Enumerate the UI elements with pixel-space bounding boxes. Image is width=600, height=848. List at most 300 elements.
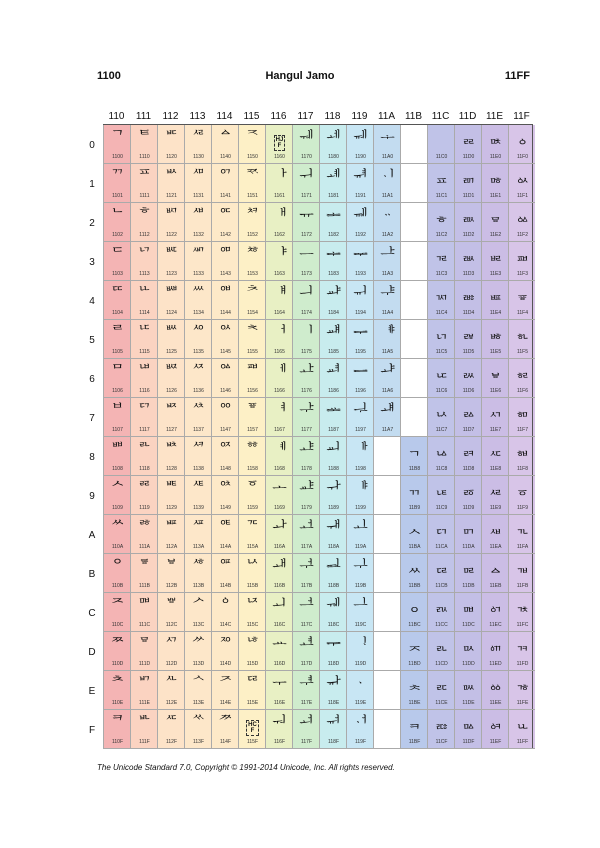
character-glyph: ᅉ bbox=[218, 479, 233, 497]
character-glyph: ᅌ bbox=[218, 596, 233, 614]
code-point-label: 115A bbox=[246, 544, 259, 550]
character-glyph: ᄮ bbox=[164, 674, 179, 692]
chart-cell bbox=[103, 437, 130, 476]
chart-cell bbox=[319, 710, 346, 749]
character-glyph: ᄧ bbox=[164, 401, 179, 419]
chart-cell bbox=[184, 554, 211, 593]
chart-cell bbox=[130, 359, 157, 398]
character-glyph: ᄽ bbox=[191, 635, 206, 653]
character-glyph: ᇚ bbox=[461, 518, 476, 536]
character-glyph: ᅄ bbox=[218, 284, 233, 302]
chart-cell bbox=[319, 632, 346, 671]
chart-cell bbox=[319, 671, 346, 710]
chart-cell bbox=[454, 203, 481, 242]
character-glyph: ᆡ bbox=[380, 167, 395, 185]
character-glyph: ᅕ bbox=[245, 323, 260, 341]
code-point-label: 1154 bbox=[247, 310, 258, 316]
character-glyph: ᅾ bbox=[299, 674, 314, 692]
code-point-label: 11E1 bbox=[489, 193, 502, 199]
chart-cell bbox=[184, 281, 211, 320]
code-point-label: 1185 bbox=[328, 349, 339, 355]
code-point-label: 11BB bbox=[408, 583, 421, 589]
code-point-label: 1118 bbox=[139, 466, 150, 472]
code-point-label: 11EE bbox=[489, 700, 502, 706]
chart-cell bbox=[238, 476, 265, 515]
code-point-label: 11C0 bbox=[435, 154, 448, 160]
chart-cell bbox=[157, 281, 184, 320]
character-glyph: ᇟ bbox=[461, 713, 476, 731]
character-glyph: ᅇ bbox=[218, 401, 233, 419]
chart-cell bbox=[508, 320, 535, 359]
code-point-label: 1167 bbox=[274, 427, 285, 433]
chart-cell bbox=[508, 437, 535, 476]
character-glyph: ᆈ bbox=[326, 440, 341, 458]
character-glyph: ᄩ bbox=[164, 479, 179, 497]
character-glyph: ᅯ bbox=[272, 713, 287, 731]
code-point-label: 1191 bbox=[355, 193, 366, 199]
code-point-label: 1133 bbox=[193, 271, 204, 277]
character-glyph: ᆃ bbox=[326, 245, 341, 263]
chart-cell bbox=[211, 281, 238, 320]
code-point-label: 11BD bbox=[408, 661, 421, 667]
character-glyph: ᄲ bbox=[191, 206, 206, 224]
code-point-label: 1195 bbox=[355, 349, 366, 355]
code-point-label: 11D4 bbox=[462, 310, 475, 316]
code-point-label: 11DF bbox=[462, 739, 475, 745]
code-point-label: 1162 bbox=[274, 232, 285, 238]
chart-cell bbox=[508, 359, 535, 398]
character-glyph: ᅀ bbox=[218, 128, 233, 146]
chart-cell bbox=[130, 710, 157, 749]
code-point-label: 1122 bbox=[166, 232, 177, 238]
character-glyph: ᆺ bbox=[407, 518, 422, 536]
character-glyph: ᄈ bbox=[110, 440, 125, 458]
chart-cell bbox=[292, 242, 319, 281]
chart-cell bbox=[481, 632, 508, 671]
code-point-label: 118C bbox=[327, 622, 340, 628]
chart-cell bbox=[481, 242, 508, 281]
chart-cell bbox=[319, 437, 346, 476]
character-glyph: ᄅ bbox=[110, 323, 125, 341]
chart-cell bbox=[211, 515, 238, 554]
chart-cell bbox=[130, 125, 157, 164]
code-point-label: 11D2 bbox=[462, 232, 475, 238]
code-point-label: 117D bbox=[300, 661, 313, 667]
character-glyph: ᆐ bbox=[353, 128, 368, 146]
character-glyph: ᇁ bbox=[434, 167, 449, 185]
character-glyph: ᄎ bbox=[110, 674, 125, 692]
character-glyph: ᅊ bbox=[218, 518, 233, 536]
chart-cell bbox=[508, 398, 535, 437]
chart-cell bbox=[454, 320, 481, 359]
chart-cell bbox=[184, 398, 211, 437]
character-glyph: ᄜ bbox=[137, 596, 152, 614]
character-glyph: ᄯ bbox=[164, 713, 179, 731]
code-point-label: 1101 bbox=[112, 193, 123, 199]
character-glyph: ᆿ bbox=[407, 713, 422, 731]
character-glyph: ᆅ bbox=[326, 323, 341, 341]
row-header: C bbox=[88, 608, 96, 619]
unassigned-cell bbox=[373, 632, 400, 671]
code-point-label: 1156 bbox=[247, 388, 258, 394]
code-point-label: 11F3 bbox=[516, 271, 529, 277]
character-glyph: ᅷ bbox=[299, 401, 314, 419]
chart-cell bbox=[373, 398, 400, 437]
code-point-label: 11CA bbox=[435, 544, 448, 550]
row-header: 9 bbox=[89, 491, 95, 502]
code-point-label: 1157 bbox=[247, 427, 258, 433]
character-glyph: ᅏ bbox=[218, 713, 233, 731]
character-glyph: ᇈ bbox=[434, 440, 449, 458]
code-point-label: 113C bbox=[192, 622, 205, 628]
chart-cell bbox=[454, 515, 481, 554]
chart-cell bbox=[211, 203, 238, 242]
character-glyph: ᄣ bbox=[164, 245, 179, 263]
character-glyph: ᇨ bbox=[488, 440, 503, 458]
chart-cell bbox=[292, 476, 319, 515]
character-glyph: ᇹ bbox=[515, 479, 530, 497]
code-point-label: 1160 bbox=[274, 154, 285, 160]
character-glyph: ᆕ bbox=[353, 323, 368, 341]
code-point-label: 1100 bbox=[112, 154, 123, 160]
character-glyph: ᇧ bbox=[488, 401, 503, 419]
chart-cell bbox=[427, 359, 454, 398]
chart-cell bbox=[508, 125, 535, 164]
code-point-label: 119C bbox=[354, 622, 367, 628]
unassigned-cell bbox=[400, 398, 427, 437]
character-glyph: ᅅ bbox=[218, 323, 233, 341]
character-glyph: ᅩ bbox=[272, 479, 287, 497]
code-point-label: 112D bbox=[165, 661, 178, 667]
code-point-label: 1193 bbox=[355, 271, 366, 277]
unassigned-cell bbox=[400, 320, 427, 359]
character-glyph: ᆢ bbox=[380, 206, 395, 224]
code-point-label: 110C bbox=[111, 622, 124, 628]
chart-cell bbox=[130, 554, 157, 593]
chart-cell bbox=[427, 554, 454, 593]
chart-cell bbox=[292, 710, 319, 749]
code-point-label: 119A bbox=[354, 544, 367, 550]
code-point-label: 118A bbox=[327, 544, 340, 550]
code-point-label: 1170 bbox=[301, 154, 312, 160]
code-point-label: 11E9 bbox=[489, 505, 502, 511]
chart-cell bbox=[454, 125, 481, 164]
character-glyph: ᇙ bbox=[461, 479, 476, 497]
chart-cell bbox=[319, 281, 346, 320]
character-glyph: ᆊ bbox=[326, 518, 341, 536]
code-point-label: 1115 bbox=[139, 349, 150, 355]
character-glyph: ᇑ bbox=[461, 167, 476, 185]
character-glyph: ᄊ bbox=[110, 518, 125, 536]
code-point-label: 1173 bbox=[301, 271, 312, 277]
chart-cell bbox=[481, 164, 508, 203]
code-point-label: 1127 bbox=[166, 427, 177, 433]
code-point-label: 1119 bbox=[139, 505, 150, 511]
chart-cell bbox=[103, 398, 130, 437]
character-glyph: ᇬ bbox=[488, 596, 503, 614]
chart-cell bbox=[427, 203, 454, 242]
chart-cell bbox=[400, 437, 427, 476]
code-point-label: 1116 bbox=[139, 388, 150, 394]
character-glyph: ᄌ bbox=[110, 596, 125, 614]
chart-cell bbox=[481, 281, 508, 320]
character-glyph: ᆉ bbox=[326, 479, 341, 497]
code-point-label: 11D7 bbox=[462, 427, 475, 433]
code-point-label: 11C3 bbox=[435, 271, 448, 277]
chart-cell bbox=[211, 710, 238, 749]
code-point-label: 1107 bbox=[112, 427, 123, 433]
code-point-label: 1108 bbox=[112, 466, 123, 472]
chart-cell bbox=[481, 710, 508, 749]
code-point-label: 1114 bbox=[139, 310, 150, 316]
character-glyph: ᇖ bbox=[461, 362, 476, 380]
chart-cell bbox=[346, 242, 373, 281]
chart-cell bbox=[184, 242, 211, 281]
character-glyph: ᅹ bbox=[299, 479, 314, 497]
chart-cell bbox=[508, 671, 535, 710]
chart-cell bbox=[157, 359, 184, 398]
character-glyph: ᆇ bbox=[326, 401, 341, 419]
character-glyph: ᇋ bbox=[434, 557, 449, 575]
code-point-label: 11FD bbox=[516, 661, 529, 667]
chart-cell bbox=[238, 554, 265, 593]
code-point-label: 110D bbox=[111, 661, 124, 667]
code-point-label: 118B bbox=[327, 583, 340, 589]
character-glyph: ᅮ bbox=[272, 674, 287, 692]
chart-cell bbox=[184, 359, 211, 398]
character-glyph: ᇤ bbox=[488, 284, 503, 302]
chart-cell bbox=[103, 203, 130, 242]
unassigned-cell bbox=[373, 476, 400, 515]
code-point-label: 117B bbox=[300, 583, 313, 589]
chart-cell bbox=[454, 242, 481, 281]
code-point-label: 11C7 bbox=[435, 427, 448, 433]
character-glyph: ᄐ bbox=[137, 128, 152, 146]
column-header: 116 bbox=[270, 111, 287, 122]
code-point-label: 11D0 bbox=[462, 154, 475, 160]
character-glyph: ᇏ bbox=[434, 713, 449, 731]
character-glyph bbox=[239, 717, 265, 737]
character-glyph: ᄭ bbox=[164, 635, 179, 653]
character-glyph: ᅐ bbox=[245, 128, 260, 146]
character-glyph: ᄁ bbox=[110, 167, 125, 185]
character-glyph: ᇢ bbox=[488, 206, 503, 224]
code-point-label: 112C bbox=[165, 622, 178, 628]
code-point-label: 11C5 bbox=[435, 349, 448, 355]
character-glyph: ᇩ bbox=[488, 479, 503, 497]
code-point-label: 1199 bbox=[355, 505, 366, 511]
chart-cell bbox=[265, 398, 292, 437]
character-glyph: ᄕ bbox=[137, 323, 152, 341]
code-point-label: 1172 bbox=[301, 232, 312, 238]
chart-cell bbox=[454, 671, 481, 710]
chart-cell bbox=[481, 671, 508, 710]
character-glyph: ᅱ bbox=[299, 167, 314, 185]
character-glyph: ᅳ bbox=[299, 245, 314, 263]
character-glyph: ᅲ bbox=[299, 206, 314, 224]
chart-cell bbox=[211, 320, 238, 359]
character-glyph: ᆟ bbox=[353, 713, 368, 731]
code-point-label: 11F5 bbox=[516, 349, 529, 355]
code-point-label: 11CD bbox=[435, 661, 448, 667]
character-glyph: ᇐ bbox=[461, 128, 476, 146]
chart-cell bbox=[319, 359, 346, 398]
character-glyph: ᇦ bbox=[488, 362, 503, 380]
code-point-label: 11F2 bbox=[516, 232, 529, 238]
chart-cell bbox=[346, 710, 373, 749]
code-point-label: 11CF bbox=[435, 739, 448, 745]
character-glyph: ᇪ bbox=[488, 518, 503, 536]
character-glyph: ᆑ bbox=[353, 167, 368, 185]
code-point-label: 1192 bbox=[355, 232, 366, 238]
chart-cell bbox=[238, 671, 265, 710]
code-point-label: 114F bbox=[219, 739, 232, 745]
unassigned-cell bbox=[373, 671, 400, 710]
character-glyph: ᆏ bbox=[326, 713, 341, 731]
character-glyph: ᆗ bbox=[353, 401, 368, 419]
character-glyph: ᇔ bbox=[461, 284, 476, 302]
code-point-label: 119E bbox=[354, 700, 367, 706]
code-point-label: 113E bbox=[192, 700, 205, 706]
character-glyph: ᄘ bbox=[137, 440, 152, 458]
character-glyph: ᄉ bbox=[110, 479, 125, 497]
chart-cell bbox=[103, 593, 130, 632]
row-header: B bbox=[88, 569, 96, 580]
chart-cell bbox=[346, 593, 373, 632]
code-point-label: 1152 bbox=[247, 232, 258, 238]
character-glyph: ᄺ bbox=[191, 518, 206, 536]
character-glyph: ᅫ bbox=[272, 557, 287, 575]
row-header: 7 bbox=[89, 413, 95, 424]
character-glyph: ᄄ bbox=[110, 284, 125, 302]
row-header: 8 bbox=[89, 452, 95, 463]
chart-cell bbox=[103, 125, 130, 164]
chart-cell bbox=[211, 632, 238, 671]
chart-cell bbox=[427, 320, 454, 359]
chart-cell bbox=[346, 164, 373, 203]
chart-cell bbox=[319, 398, 346, 437]
column-header: 11C bbox=[431, 111, 450, 122]
chart-cell bbox=[454, 281, 481, 320]
code-point-label: 115B bbox=[246, 583, 259, 589]
chart-cell bbox=[157, 164, 184, 203]
character-glyph: ᆻ bbox=[407, 557, 422, 575]
chart-cell bbox=[103, 671, 130, 710]
code-point-label: 110A bbox=[111, 544, 124, 550]
chart-cell bbox=[103, 554, 130, 593]
character-glyph: ᇥ bbox=[488, 323, 503, 341]
code-point-label: 11FB bbox=[516, 583, 529, 589]
character-glyph: ᅴ bbox=[299, 284, 314, 302]
chart-cell bbox=[481, 437, 508, 476]
code-point-label: 110E bbox=[111, 700, 124, 706]
character-glyph: ᅃ bbox=[218, 245, 233, 263]
character-glyph: ᇇ bbox=[434, 401, 449, 419]
character-glyph: ᄥ bbox=[164, 323, 179, 341]
chart-cell bbox=[346, 437, 373, 476]
code-point-label: 11C4 bbox=[435, 310, 448, 316]
chart-cell bbox=[103, 632, 130, 671]
code-point-label: 1146 bbox=[220, 388, 231, 394]
row-header: F bbox=[88, 725, 96, 736]
chart-cell bbox=[400, 554, 427, 593]
code-point-label: 1197 bbox=[355, 427, 366, 433]
chart-cell bbox=[319, 515, 346, 554]
chart-cell bbox=[508, 242, 535, 281]
code-point-label: 11ED bbox=[489, 661, 502, 667]
character-glyph: ᇰ bbox=[515, 128, 530, 146]
chart-cell bbox=[481, 398, 508, 437]
code-point-label: 1117 bbox=[139, 427, 150, 433]
character-glyph: ᅞ bbox=[245, 674, 260, 692]
character-glyph: ᄫ bbox=[164, 557, 179, 575]
code-point-label: 1166 bbox=[274, 388, 285, 394]
character-glyph: ᅰ bbox=[299, 128, 314, 146]
code-point-label: 11A5 bbox=[381, 349, 394, 355]
character-glyph: ᇕ bbox=[461, 323, 476, 341]
code-point-label: 1196 bbox=[355, 388, 366, 394]
chart-cell bbox=[184, 476, 211, 515]
code-point-label: 11EF bbox=[489, 739, 502, 745]
chart-cell bbox=[454, 554, 481, 593]
code-point-label: 1111 bbox=[139, 193, 150, 199]
chart-cell bbox=[292, 437, 319, 476]
code-point-label: 115E bbox=[246, 700, 259, 706]
chart-cell bbox=[157, 320, 184, 359]
chart-cell bbox=[454, 164, 481, 203]
character-glyph: ᆘ bbox=[353, 440, 368, 458]
code-point-label: 11A1 bbox=[381, 193, 394, 199]
chart-cell bbox=[319, 593, 346, 632]
character-glyph: ᆨ bbox=[407, 440, 422, 458]
chart-cell bbox=[157, 593, 184, 632]
chart-cell bbox=[238, 437, 265, 476]
row-header: E bbox=[88, 686, 96, 697]
chart-cell bbox=[292, 671, 319, 710]
character-glyph: ᄗ bbox=[137, 401, 152, 419]
copyright-footer: The Unicode Standard 7.0, Copyright © 1991-2014 Unicode, Inc. All rights reserved. bbox=[97, 763, 395, 772]
code-point-label: 11E4 bbox=[489, 310, 502, 316]
code-point-label: 11C2 bbox=[435, 232, 448, 238]
code-point-label: 1155 bbox=[247, 349, 258, 355]
chart-cell bbox=[481, 125, 508, 164]
character-glyph: ᄞ bbox=[137, 674, 152, 692]
chart-cell bbox=[373, 320, 400, 359]
chart-cell bbox=[427, 593, 454, 632]
character-glyph: ᆔ bbox=[353, 284, 368, 302]
character-glyph: ᆼ bbox=[407, 596, 422, 614]
character-glyph: ᆞ bbox=[353, 674, 368, 692]
code-point-label: 114E bbox=[219, 700, 232, 706]
code-point-label: 11BA bbox=[408, 544, 421, 550]
code-point-label: 116A bbox=[273, 544, 286, 550]
character-glyph: ᆁ bbox=[326, 167, 341, 185]
character-glyph: ᄟ bbox=[137, 713, 152, 731]
chart-cell bbox=[157, 671, 184, 710]
code-point-label: 1142 bbox=[220, 232, 231, 238]
character-glyph: ᆀ bbox=[326, 128, 341, 146]
character-glyph: ᄳ bbox=[191, 245, 206, 263]
code-point-label: 1129 bbox=[166, 505, 177, 511]
code-point-label: 118E bbox=[327, 700, 340, 706]
code-point-label: 1169 bbox=[274, 505, 285, 511]
character-glyph: ᇓ bbox=[461, 245, 476, 263]
code-point-label: 1151 bbox=[247, 193, 258, 199]
chart-cell bbox=[103, 281, 130, 320]
code-point-label: 1102 bbox=[112, 232, 123, 238]
code-point-label: 11C9 bbox=[435, 505, 448, 511]
chart-cell bbox=[319, 554, 346, 593]
